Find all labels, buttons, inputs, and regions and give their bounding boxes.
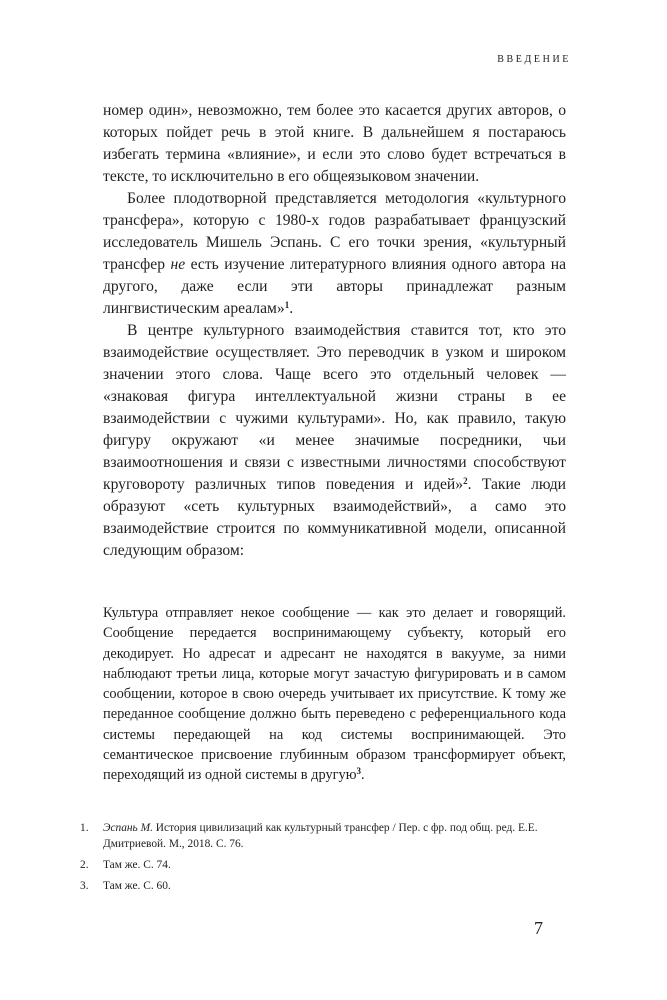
footnote-citation: История цивилизаций как культурный трансфер / Пер. с фр. под общ. ред. Е.Е. Дмитриевой. М., 2018. С. 76.: [103, 822, 538, 850]
block-quote: [103, 603, 566, 786]
footnote-number: 1.: [80, 822, 89, 834]
footnote-1: [80, 820, 566, 852]
main-text: [103, 100, 566, 562]
footnote-2: [80, 857, 566, 873]
paragraph-1: номер один», невозможно, тем более это касается других авторов, о которых пойдет речь в этой книге. В дальнейшем я постараюсь избегать термина «влияние», и если это слово будет встречаться в тексте, то исключительно в его общеязыковом значении.: [103, 102, 566, 185]
footnotes: [80, 820, 566, 899]
paragraph-3-part-a: В центре культурного взаимодействия ставится тот, кто это взаимодействие осуществляет. Это переводчик в узком и широком значении этого слова. Чаще всего это отдельный человек — «знаковая фигура интеллектуальной жизни страны в ее взаимодействии с чужими культурами». Но, как правило, такую фигуру окружают «и менее значимые посредники, чьи взаимоотношения и связи с известными личностями способствуют круговороту различных типов поведения и идей»: [103, 322, 566, 493]
paragraph-2-part-b: есть изучение литературного влияния одного автора на другого, даже если эти авторы принадлежат разным лингвистическим ареалам»: [103, 256, 566, 317]
footnote-mark-2[interactable]: 2: [463, 476, 468, 486]
footnote-text: [103, 820, 566, 852]
quote-text: [103, 603, 566, 786]
footnote-mark-1[interactable]: 1: [284, 300, 290, 310]
paragraph-3-part-b: . Такие люди образуют «сеть культурных взаимодействий», а само это взаимодействие строится по коммуникативной модели, описанной следующим образом:: [103, 476, 566, 559]
footnote-number: 3.: [80, 880, 89, 892]
footnote-text: Там же. С. 60.: [103, 880, 171, 892]
quote-body: Культура отправляет некое сообщение — как это делает и говорящий. Сообщение передается воспринимающему субъекту, который его декодирует. Но адресат и адресант не находятся в вакууме, за ними наблюдают третьи лица, которые могут зачастую фигурировать и в самом сообщении, которое в свою очередь учитывает их присутствие. К тому же переданное сообщение должно быть переведено с референциального кода системы передающей на код системы воспринимающей. Это семантическое присвоение глубинным образом трансформирует объект, переходящий из одной системы в другую: [103, 605, 566, 784]
footnote-number: 2.: [80, 859, 89, 871]
footnote-author: Эспань М.: [103, 822, 153, 834]
paragraph-2-end: .: [289, 300, 294, 317]
paragraph-2: [103, 188, 566, 320]
paragraph-2-part-a: Более плодотворной представляется методология «культурного трансфера», которую с 1980-х годов разрабатывает французский исследователь Мишель Эспань. С его точки зрения, «культурный трансфер: [103, 190, 566, 273]
page-number: 7: [534, 918, 543, 938]
quote-end: .: [361, 767, 365, 784]
paragraph-3: [103, 320, 566, 562]
footnote-text: Там же. С. 74.: [103, 859, 171, 871]
emphasis-word: не: [170, 256, 186, 273]
footnote-3: [80, 878, 566, 894]
footnote-mark-3[interactable]: 3: [356, 766, 362, 777]
running-header: ВВЕДЕНИЕ: [497, 54, 571, 65]
